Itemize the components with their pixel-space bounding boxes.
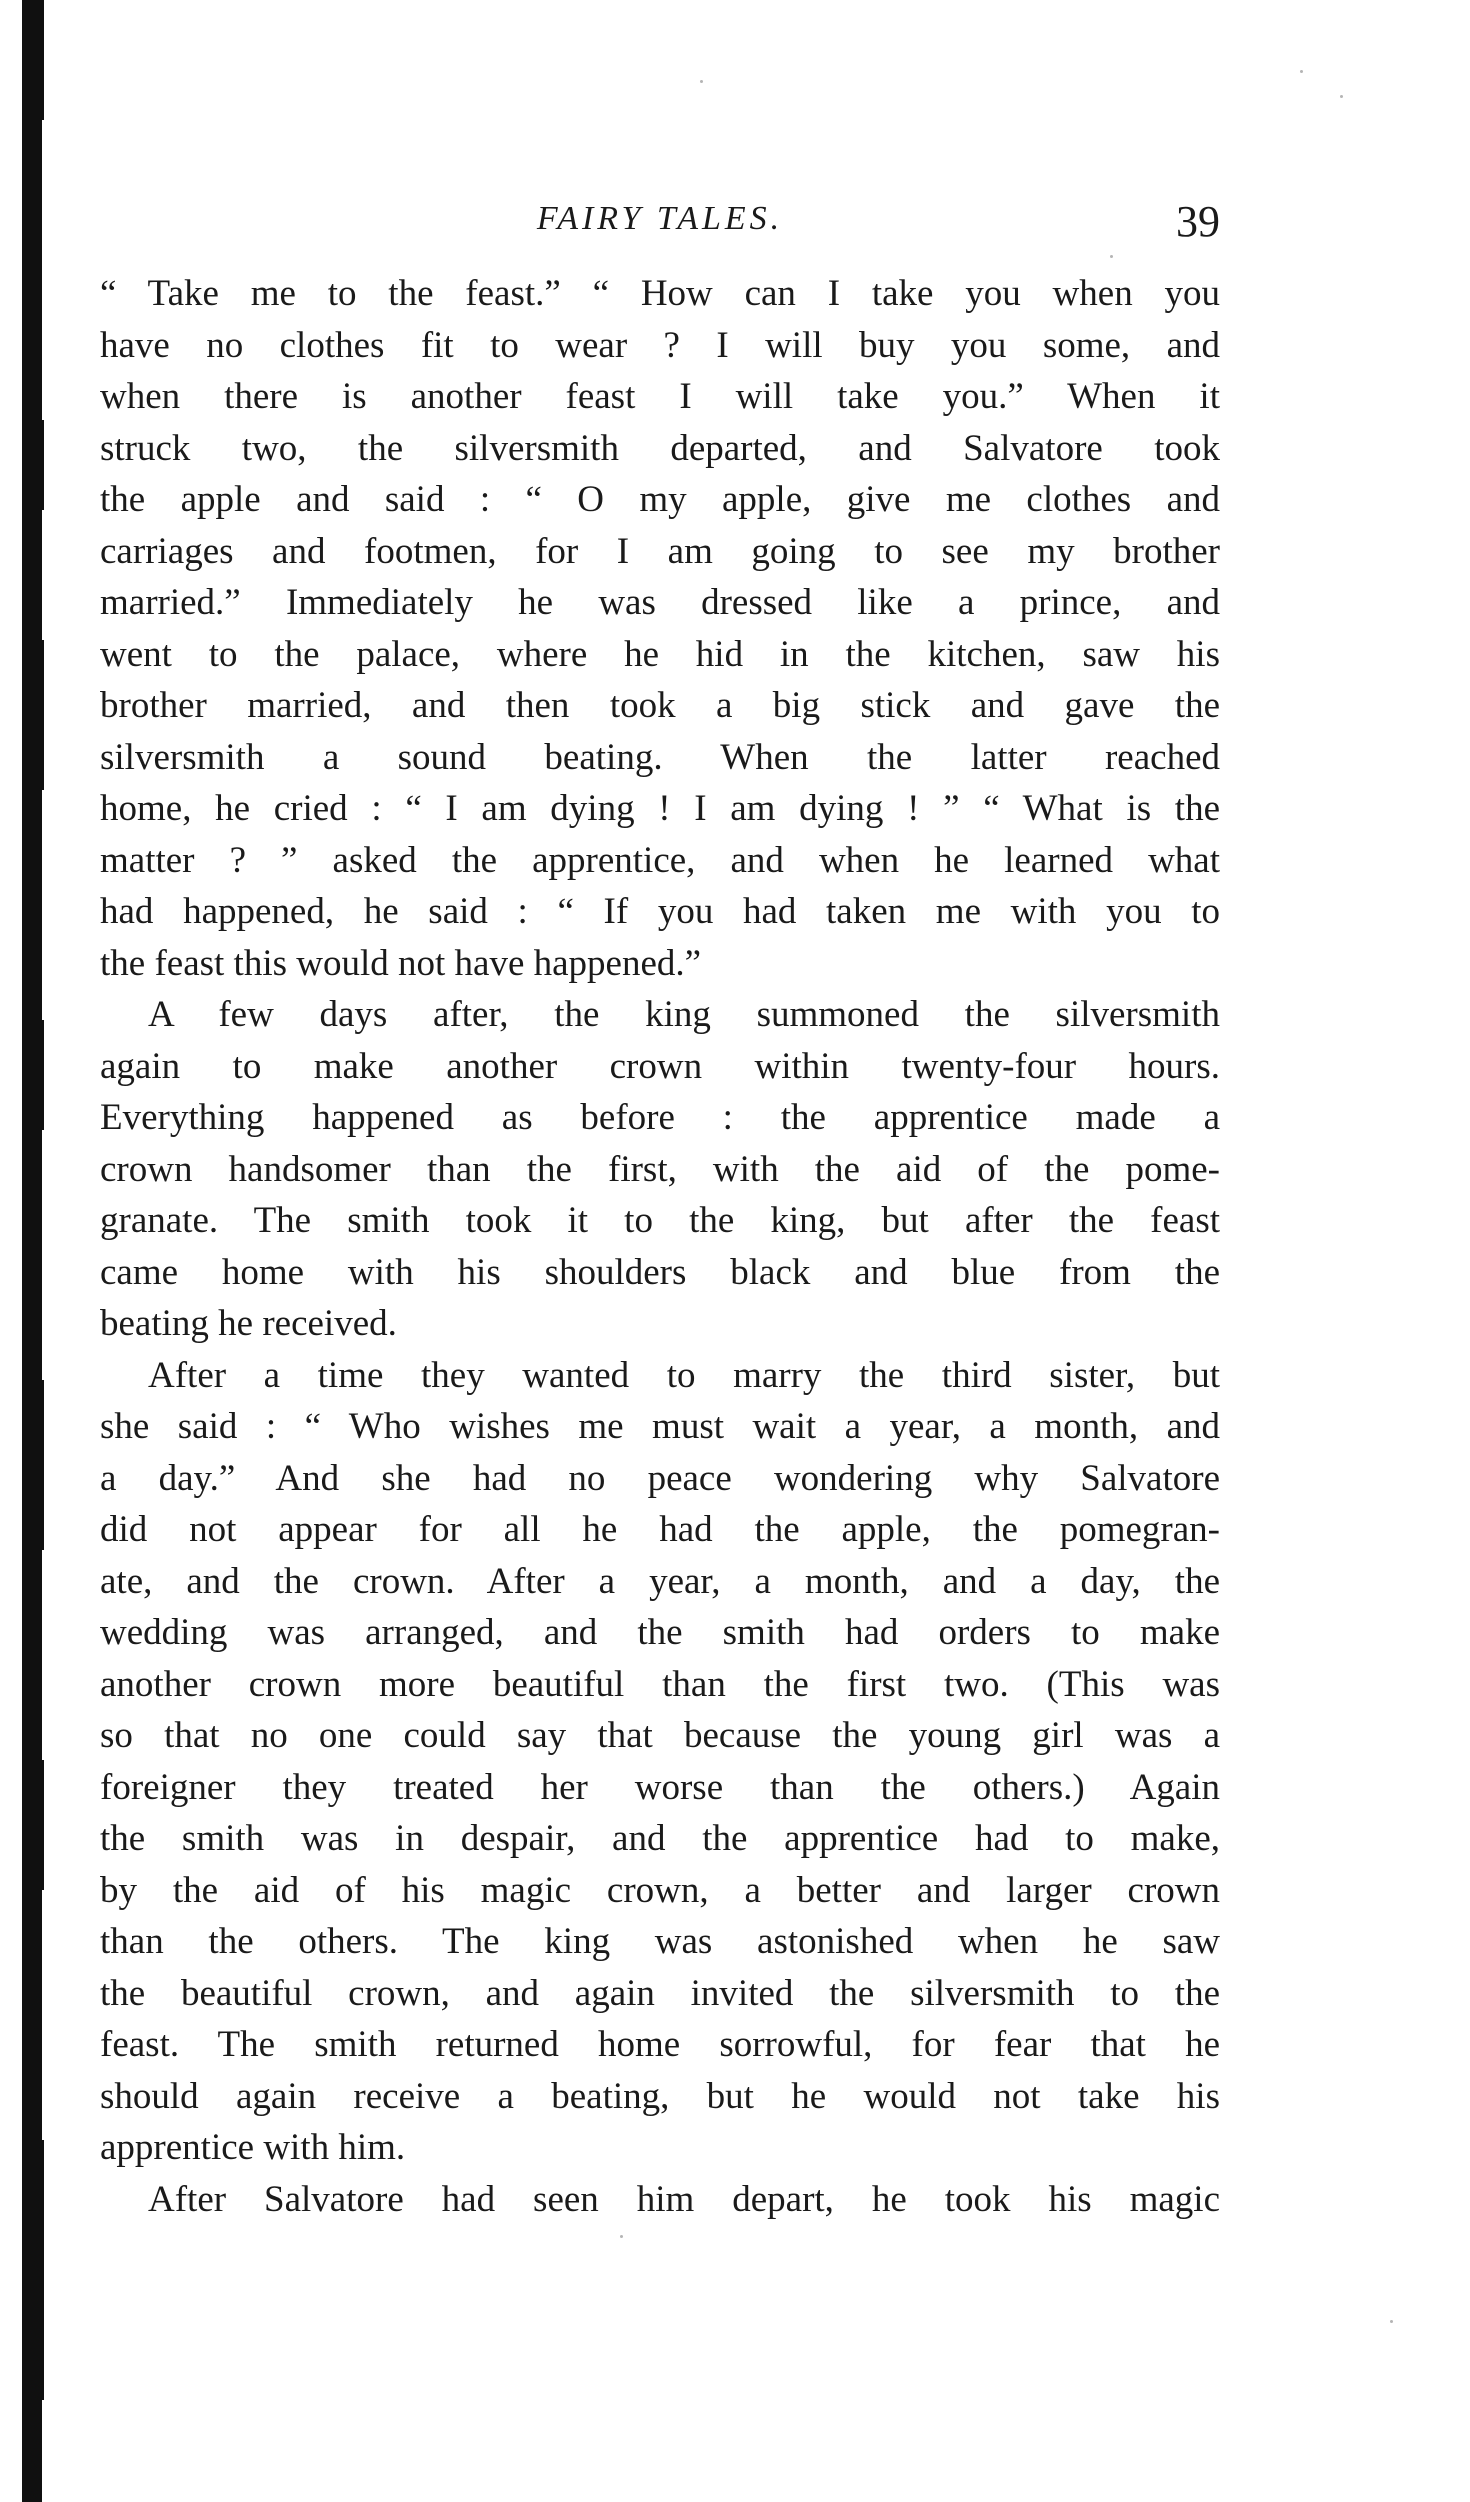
text-line: married.” Immediately he was dressed like a prince, and (100, 582, 1220, 623)
paper-speck (700, 80, 703, 83)
binding-edge-notch (38, 1380, 44, 1550)
text-line: Everything happened as before : the apprentice made a (100, 1097, 1220, 1138)
text-line: should again receive a beating, but he would not take his (100, 2075, 1220, 2117)
paper-speck (1390, 2320, 1393, 2323)
text-line: a day.” And she had no peace wondering why Salvatore (100, 1457, 1220, 1499)
text-line: again to make another crown within twenty-four hours. (100, 1045, 1220, 1087)
text-line: the apple and said : “ O my apple, give me clothes and (100, 479, 1220, 520)
text-line: the feast this would not have happened.” (100, 942, 702, 984)
text-line: than the others. The king was astonished when he saw (100, 1921, 1220, 1962)
text-line: another crown more beautiful than the first two. (This was (100, 1663, 1220, 1705)
paper-speck (1340, 95, 1343, 98)
text-line: have no clothes fit to wear ? I will buy you some, and (100, 324, 1220, 366)
page-number: 39 (1176, 197, 1220, 246)
text-line: “ Take me to the feast.” “ How can I take you when you (100, 273, 1220, 314)
text-line: ate, and the crown. After a year, a month, and a day, the (100, 1560, 1220, 1602)
text-line: by the aid of his magic crown, a better and larger crown (100, 1869, 1220, 1911)
binding-edge-notch (38, 1760, 44, 1890)
binding-edge-notch (38, 640, 44, 790)
text-line: beating he received. (100, 1303, 397, 1344)
text-line: had happened, he said : “ If you had taken me with you to (100, 891, 1220, 932)
text-line: came home with his shoulders black and blue from the (100, 1251, 1220, 1293)
text-line: when there is another feast I will take you.” When it (100, 376, 1220, 417)
page-header (100, 196, 1220, 256)
text-line: matter ? ” asked the apprentice, and when he learned what (100, 839, 1220, 881)
text-line: After a time they wanted to marry the third sister, but (148, 1354, 1220, 1396)
text-line: so that no one could say that because the young girl was a (100, 1715, 1220, 1756)
text-line: feast. The smith returned home sorrowful, for fear that he (100, 2024, 1220, 2065)
text-line: A few days after, the king summoned the silversmith (148, 994, 1220, 1035)
binding-edge-notch (38, 420, 44, 510)
binding-edge-notch (38, 0, 44, 120)
text-line: crown handsomer than the first, with the aid of the pome- (100, 1148, 1220, 1190)
text-line: the beautiful crown, and again invited the silversmith to the (100, 1972, 1220, 2014)
text-line: carriages and footmen, for I am going to see my brother (100, 530, 1220, 572)
paper-speck (1300, 70, 1303, 73)
text-line: struck two, the silversmith departed, and Salvatore took (100, 427, 1220, 469)
text-line: apprentice with him. (100, 2127, 406, 2168)
text-line: wedding was arranged, and the smith had orders to make (100, 1612, 1220, 1653)
text-line: After Salvatore had seen him depart, he took his magic (148, 2178, 1220, 2220)
text-line: did not appear for all he had the apple, the pomegran- (100, 1509, 1220, 1550)
text-line: the smith was in despair, and the apprentice had to make, (100, 1818, 1220, 1859)
text-line: granate. The smith took it to the king, but after the feast (100, 1200, 1220, 1241)
page-binding-edge (22, 0, 42, 2502)
binding-edge-notch (38, 2140, 44, 2400)
text-line: she said : “ Who wishes me must wait a year, a month, and (100, 1406, 1220, 1447)
text-line: went to the palace, where he hid in the kitchen, saw his (100, 633, 1220, 675)
text-line: home, he cried : “ I am dying ! I am dying ! ” “ What is the (100, 788, 1220, 829)
body-text (100, 268, 1220, 2225)
text-line: silversmith a sound beating. When the latter reached (100, 736, 1220, 778)
text-line: brother married, and then took a big stick and gave the (100, 685, 1220, 726)
text-line: foreigner they treated her worse than the others.) Again (100, 1766, 1220, 1808)
binding-edge-notch (38, 1020, 44, 1130)
running-head: FAIRY TALES. (536, 200, 784, 237)
paper-speck (620, 2235, 623, 2238)
